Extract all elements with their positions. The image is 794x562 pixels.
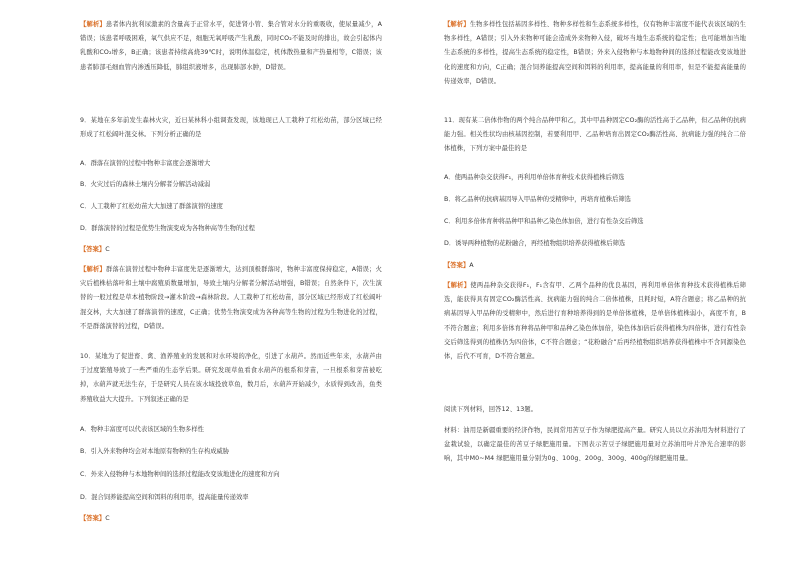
analysis-block-q10	[444, 18, 746, 89]
question-11-option-d: D．诱导两种植物的花粉融合，再经植物组织培养获得植株后筛选	[444, 240, 626, 247]
answer-tag: 【答案】	[80, 246, 106, 253]
analysis-text: 生物多样性包括基因多样性、物种多样性和生态系统多样性，仅有物种丰富度不能代表该区域的生物多样性，A错误；引入外来物种可能会造成外来物种入侵，破坏当地生态系统的稳定性；也可能增加当地生态系统的多样性，提高生态系统的稳定性，B错误；外来入侵物种与本地物种间的选择过程能改变该地进化的速度和方向，C正确；混合饲养能提高空间和饵料的利用率，提高能量的利用率，但是不能提高能量的传递效率，D错误。	[444, 21, 746, 85]
analysis-tag: 【解析】	[444, 21, 470, 28]
analysis-text: 群落在演替过程中物种丰富度先是逐渐增大，达到顶极群落时，物种丰富度保持稳定，A错误；火灾后植株枯落叶和土壤中腐殖质数量增加，导致土壤内分解者分解活动增强，B错误；自然条件下，次生演替的一般过程是草本植物阶段→灌木阶段→森林阶段。人工栽种了红松幼苗，部分区域已经形成了红松阔叶混交林，大大加速了群落演替的速度，C正确；优势生物演变成为各种高等生物的过程为生物进化的过程，不是群落演替的过程，D错误。	[80, 266, 383, 330]
question-11-analysis	[444, 279, 746, 364]
question-9-option-b: B．火灾过后的森林土壤内分解者分解活动减弱	[80, 181, 211, 188]
question-10-option-b: B．引入外来物种均会对本地原有物种的生存构成威胁	[80, 448, 230, 455]
question-9-answer	[80, 243, 382, 257]
answer-value: C	[105, 515, 110, 522]
question-9	[80, 114, 382, 142]
question-10	[80, 350, 382, 407]
question-9-analysis	[80, 263, 382, 334]
question-stem: 9．某地在多年前发生森林火灾，近日某林科小组调查发现，该地现已人工栽种了红松幼苗，部分区域已经形成了红松阔叶混交林。下列分析正确的是	[80, 117, 382, 139]
question-11-option-a: A．使两品种杂交获得F₁，再利用单倍体育种技术获得植株后筛选	[444, 174, 625, 181]
answer-value: A	[469, 262, 474, 269]
question-11-option-b: B．将乙品种的抗病基因导入甲品种的受精卵中，再培育植株后筛选	[444, 196, 631, 203]
answer-tag: 【答案】	[444, 262, 470, 269]
analysis-tag: 【解析】	[80, 21, 106, 28]
question-9-option-a: A．群落在演替的过程中物种丰富度会逐渐增大	[80, 160, 211, 167]
material-text: 材料：油用是新疆重要的经济作物，民间常用苦豆子作为绿肥提高产量。研究人员以立苏油用为材料进行了盆栽试验，以确定最佳的苦豆子绿肥施用量。下图表示苦豆子绿肥施用量对立苏油用叶片净光合速率的影响，其中M0~M4 绿肥施用量分别为0g、100g、200g、300g、400g的绿肥施用量。	[444, 427, 746, 463]
question-10-answer	[80, 512, 382, 526]
question-10-option-c: C．外来入侵物种与本地物种间的选择过程能改变该地进化的速度和方向	[80, 471, 280, 478]
reading-intro: 阅读下列材料，回答12、13题。	[444, 406, 538, 413]
analysis-tag: 【解析】	[444, 282, 471, 289]
analysis-text: 使两品种杂交获得F₁，F₁含有甲、乙两个品种的优良基因，再利用单倍体育种技术获得植株后筛选，能获得具有固定CO₂酶活性高、抗病能力强的纯合二倍体植株，且耗时短，A符合题意；将乙品种的抗病基因导入甲品种的受精卵中，然后进行育种培养得到的是单倍体植株，是单倍体植株弱小，高度不育，B不符合题意；利用多倍体育种将品种甲和品种乙染色体加倍，染色体加倍后获得植株为四倍体，进行有性杂交后筛选得到的植株仍为四倍体，C不符合题意；“花粉融合”后再经植物组织培养获得植株中不含同源染色体，后代不可育，D不符合题意。	[444, 282, 746, 361]
question-stem: 11．现有某二倍体作物的两个纯合品种甲和乙，其中甲品种固定CO₂酶的活性高于乙品种，但乙品种的抗病能力强。相关性状均由核基因控制，若要利用甲、乙品种培育出固定CO₂酶活性高、抗病能力强的纯合二倍体植株，下列方案中最佳的是	[444, 117, 746, 153]
question-10-option-a: A．物种丰富度可以代表该区域的生物多样性	[80, 426, 204, 433]
question-stem: 10．某地为了促进畜、禽、渔养殖业的发展和对水环境的净化，引进了水葫芦。然而近些年来，水葫芦由于过度繁殖导致了一些严重的生态学后果。研究发现草鱼看食水葫芦的根系和芽苗，一旦根系和芽苗被吃掉，水葫芦就无法生存，于是研究人员在该水域投放草鱼，数月后，水葫芦开始减少，水质得到改善，鱼类养殖收益大大提升。下列叙述正确的是	[80, 353, 382, 403]
question-9-option-c: C．人工栽种了红松幼苗大大加速了群落演替的速度	[80, 203, 223, 210]
question-10-option-d: D．混合饲养能提高空间和饵料的利用率，提高能量传递效率	[80, 494, 249, 501]
analysis-tag: 【解析】	[80, 266, 106, 273]
question-11-answer	[444, 259, 746, 273]
question-11	[444, 114, 746, 157]
binding-margin	[0, 0, 6, 562]
analysis-text: 患者体内抗利尿激素的含量高于正常水平，促进肾小管、集合管对水分的重吸收，使尿量减少，A错误；该患者呼吸困难，氧气供应不足，细胞无氧呼吸产生乳酸，同时CO₂不能及时的排出，故会引起体内乳酸和CO₂增多，B正确；该患者持续高烧39℃时，说明体温稳定，机体散热量和产热量相等，C错误；该患者肺部毛细血管内渗透压降低，肺组织液增多，出现肺部水肿，D错误。	[80, 21, 383, 71]
answer-value: C	[105, 246, 110, 253]
analysis-block-q8	[80, 18, 382, 75]
question-11-option-c: C．利用多倍体育种将品种甲和品种乙染色体加倍，进行有性杂交后筛选	[444, 218, 644, 225]
question-9-option-d: D．群落演替的过程是优势生物演变成为各物种高等生物的过程	[80, 225, 255, 232]
answer-tag: 【答案】	[80, 515, 106, 522]
